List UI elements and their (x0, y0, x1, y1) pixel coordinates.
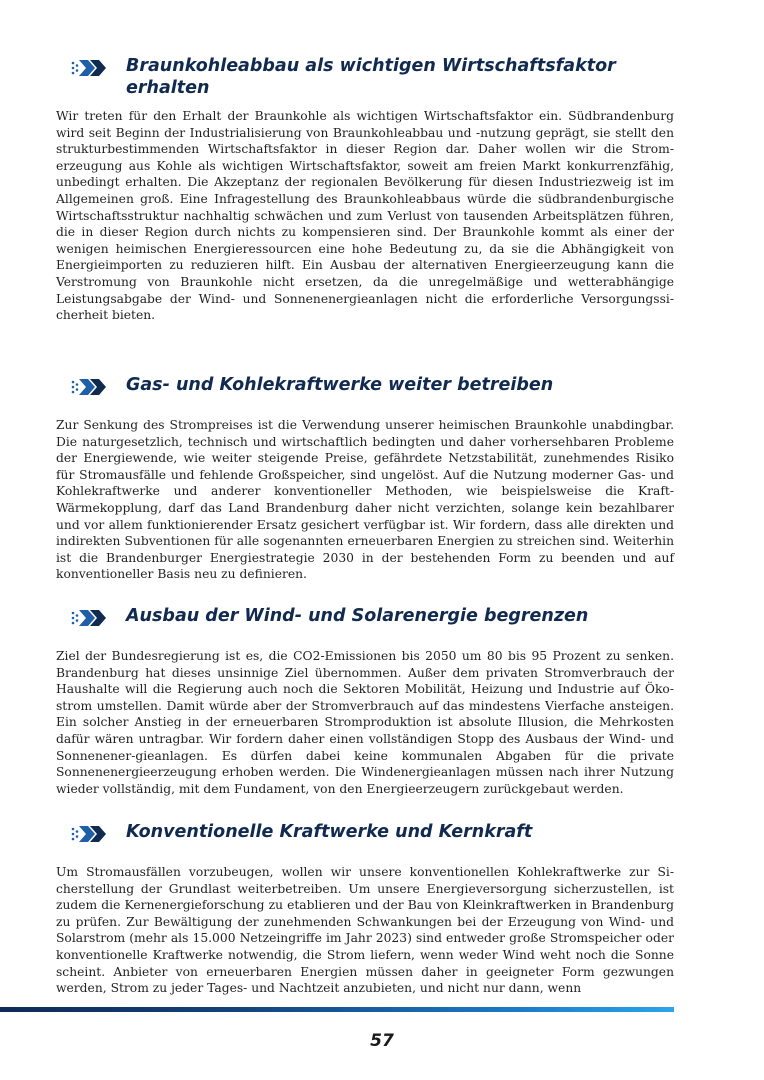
section-konventionelle-kraftwerke (56, 824, 674, 997)
section-text: Zur Senkung des Strompreises ist die Verwendung unserer heimischen Braunkohle unabdingbar. Die naturgesetzlich, technisch und wirtschaftlich bedingten und daher vorhersehbaren Probleme der Energiewende, wie weiter steigende Preise, gefährdete Netzstabilität, zunehmendes Risiko für Stromausfälle und fehlende Großspeicher, sind ungelöst. Auf die Nutzung moderner Gas- und Kohlekraftwerke und anderer konventioneller Methoden, wie beispielsweise die Kraft-Wärmekopplung, darf das Land Brandenburg daher nicht verzichten, solange kein bezahlbarer und vor allem funktionierender Ersatz gesichert verfügbar ist. Wir fordern, dass alle direkten und indirekten Subventionen für alle sogenannten erneuerbaren Energien zu streichen sind. Weiterhin ist die Brandenburger Energiestrategie 2030 in der bestehenden Form zu beenden und auf konventioneller Basis neu zu definieren. (56, 418, 674, 582)
section-title: Gas- und Kohlekraftwerke weiter betreiben (126, 375, 554, 395)
chevron-arrows-icon (71, 610, 107, 626)
section-text: Wir treten für den Erhalt der Braunkohle als wichtigen Wirtschaftsfaktor ein. Südbrandenburg wird seit Beginn der Industrialisierung von Braunkohleabbau und -nutzung geprägt, sie stellt den strukturbestimmenden Wirtschaftsfaktor in dieser Region dar. Daher wollen wir die Stromerzeugung aus Kohle als wichtigen Wirtschaftsfaktor, soweit am freien Markt konkurrenzfähig, unbedingt erhalten. Die Akzeptanz der regionalen Bevölkerung für diesen Industriezweig ist im Allgemeinen groß. Eine Infragestellung des Braunkohleabbaus würde die südbrandenburgische Wirtschaftsstruktur nachhaltig schwächen und zum Verlust von tausenden Arbeitsplätzen führen, die in dieser Region durch nichts zu kompensieren sind. Der Braunkohle kommt als einer der wenigen heimischen Energieressourcen eine hohe Bedeutung zu, da sie die Abhängigkeit von Energieimporten zu reduzieren hilft. Ein Ausbau der alternativen Energieerzeugung kann die Verstromung von Braunkohle nicht ersetzen, da die unregelmäßige und wetterabhängige Leistungsabgabe der Wind- und Sonnenenergieanlagen nicht die erforderliche Versorgungssicherheit bieten. (56, 109, 674, 323)
section-braunkohleabbau (56, 58, 674, 324)
chevron-arrows-icon (71, 379, 107, 395)
section-text: Um Stromausfällen vorzubeugen, wollen wir unsere konventionellen Kohlekraftwerke zur Sicherstellung der Grundlast weiterbetreiben. Um unsere Energieversorgung sicherzustellen, ist zudem die Kernenergieforschung zu etablieren und der Bau von Kleinkraftwerken in Brandenburg zu prüfen. Zur Bewältigung der zunehmenden Schwankungen bei der Erzeugung von Wind- und Solarstrom (mehr als 15.000 Netzeingriffe im Jahr 2023) sind entweder große Stromspeicher oder konventionelle Kraftwerke notwendig, die Strom liefern, wenn weder Wind weht noch die Sonne scheint. Anbieter von erneuerbaren Energien müssen daher in geeigneter Form gezwungen werden, Strom zu jeder Tages- und Nachtzeit anzubieten, und nicht nur dann, wenn (56, 865, 674, 996)
chevron-arrows-icon (71, 826, 107, 842)
section-title: Braunkohleabbau als wichtigen Wirtschaftsfaktor erhalten (126, 56, 616, 98)
section-gas-kohlekraftwerke (56, 377, 674, 583)
section-wind-solarenergie (56, 608, 674, 797)
section-text: Ziel der Bundesregierung ist es, die CO2-Emissionen bis 2050 um 80 bis 95 Prozent zu senken. Brandenburg hat dieses unsinnige Ziel übernommen. Außer dem privaten Stromverbrauch der Haushalte will die Regierung auch noch die Sektoren Mobilität, Heizung und Industrie auf Ökostrom umstellen. Damit würde aber der Stromverbrauch auf das mindestens Vierfache ansteigen. Ein solcher Anstieg in der erneuerbaren Stromproduktion ist absolute Illusion, die Mehrkosten dafür wären untragbar. Wir fordern daher einen vollständigen Stopp des Ausbaus der Wind- und Sonnenener-gieanlagen. Es dürfen dabei keine kommunalen Abgaben für die private Sonnenenergieerzeugung erhoben werden. Die Windenergieanlagen müssen nach ihrer Nutzung wieder vollständig, mit dem Fundament, von den Energieerzeugern zurückgebaut werden. (56, 649, 674, 796)
section-title: Konventionelle Kraftwerke und Kernkraft (126, 822, 533, 842)
footer-accent-bar (0, 1007, 674, 1012)
page-number: 57 (370, 1031, 394, 1051)
chevron-arrows-icon (71, 60, 107, 76)
section-title: Ausbau der Wind- und Solarenergie begrenzen (126, 606, 589, 626)
